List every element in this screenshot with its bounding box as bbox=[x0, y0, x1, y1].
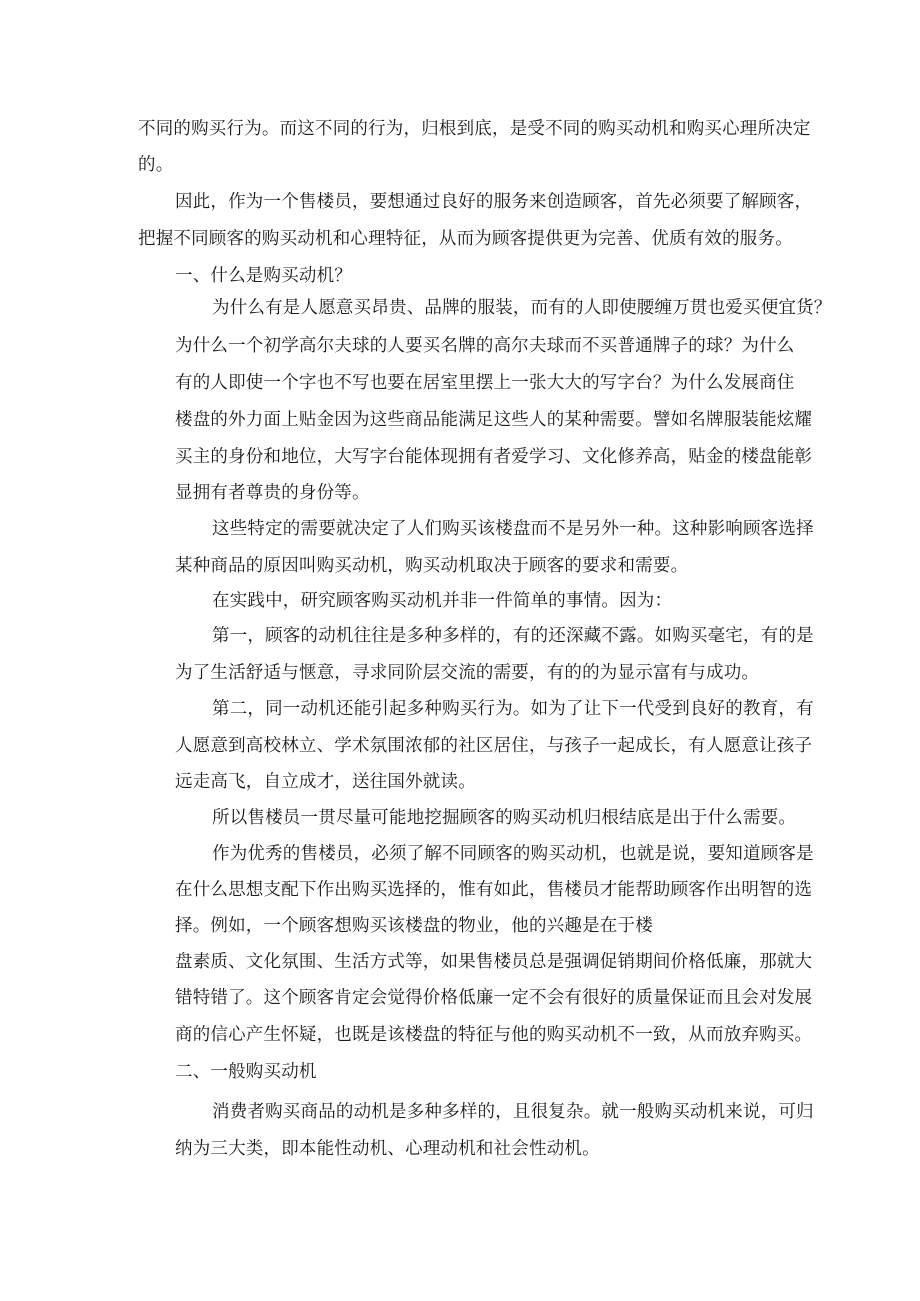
paragraph-line: 错特错了。这个顾客肯定会觉得价格低廉一定不会有很好的质量保证而且会对发展 bbox=[175, 988, 813, 1008]
paragraph-line: 在什么思想支配下作出购买选择的，惟有如此，售楼员才能帮助顾客作出明智的选 bbox=[175, 880, 813, 900]
paragraph-line: 买主的身份和地位，大写字台能体现拥有者爱学习、文化修养高，贴金的楼盘能彰 bbox=[175, 447, 813, 467]
section-heading: 一、什么是购买动机？ bbox=[175, 266, 352, 286]
paragraph-line: 楼盘的外力面上贴金因为这些商品能满足这些人的某种需要。譬如名牌服装能炫耀 bbox=[175, 410, 813, 430]
paragraph-line: 所以售楼员一贯尽量可能地挖掘顾客的购买动机归根结底是出于什么需要。 bbox=[212, 808, 797, 828]
paragraph-line: 这些特定的需要就决定了人们购买该楼盘而不是另外一种。这种影响顾客选择 bbox=[212, 519, 814, 539]
paragraph-line: 不同的购买行为。而这不同的行为，归根到底，是受不同的购买动机和购买心理所决定 bbox=[138, 119, 811, 139]
paragraph-line: 商的信心产生怀疑，也既是该楼盘的特征与他的购买动机不一致，从而放弃购买。 bbox=[175, 1025, 813, 1045]
paragraph-line: 远走高飞，自立成才，送往国外就读。 bbox=[175, 772, 476, 792]
paragraph-line: 择。例如，一个顾客想购买该楼盘的物业，他的兴趣是在于楼 bbox=[175, 916, 653, 936]
section-heading: 二、一般购买动机 bbox=[175, 1062, 317, 1082]
paragraph-line: 因此，作为一个售楼员，要想通过良好的服务来创造顾客，首先必须要了解顾客， bbox=[175, 192, 813, 212]
paragraph-line: 有的人即使一个字也不写也要在居室里摆上一张大大的写字台？为什么发展商住 bbox=[175, 373, 795, 393]
paragraph-line: 第一，顾客的动机往往是多种多样的，有的还深藏不露。如购买毫宅，有的是 bbox=[212, 626, 814, 646]
paragraph-line: 某种商品的原因叫购买动机，购买动机取决于顾客的要求和需要。 bbox=[175, 556, 689, 576]
paragraph-line: 的。 bbox=[138, 155, 174, 175]
paragraph-line: 把握不同顾客的购买动机和心理特征，从而为顾客提供更为完善、优质有效的服务。 bbox=[138, 229, 793, 249]
paragraph-line: 为了生活舒适与惬意，寻求同阶层交流的需要，有的的为显示富有与成功。 bbox=[175, 663, 760, 683]
paragraph-line: 在实践中，研究顾客购买动机并非一件简单的事情。因为： bbox=[212, 591, 673, 611]
paragraph-line: 显拥有者尊贵的身份等。 bbox=[175, 483, 370, 503]
paragraph-line: 纳为三大类，即本能性动机、心理动机和社会性动机。 bbox=[175, 1139, 600, 1159]
paragraph-line: 人愿意到高校林立、学术氛围浓郁的社区居住，与孩子一起成长，有人愿意让孩子 bbox=[175, 736, 813, 756]
paragraph-line: 作为优秀的售楼员，必须了解不同顾客的购买动机，也就是说，要知道顾客是 bbox=[212, 844, 814, 864]
paragraph-line: 消费者购买商品的动机是多种多样的，且很复杂。就一般购买动机来说，可归 bbox=[212, 1102, 814, 1122]
paragraph-line: 为什么有是人愿意买昂贵、品牌的服装，而有的人即使腰缠万贯也爱买便宜货？ bbox=[212, 298, 832, 318]
paragraph-line: 第二，同一动机还能引起多种购买行为。如为了让下一代受到良好的教育，有 bbox=[212, 699, 814, 719]
paragraph-line: 盘素质、文化氛围、生活方式等，如果售楼员总是强调促销期间价格低廉，那就大 bbox=[175, 952, 813, 972]
paragraph-line: 为什么一个初学高尔夫球的人要买名牌的高尔夫球而不买普通牌子的球？为什么 bbox=[175, 336, 795, 356]
